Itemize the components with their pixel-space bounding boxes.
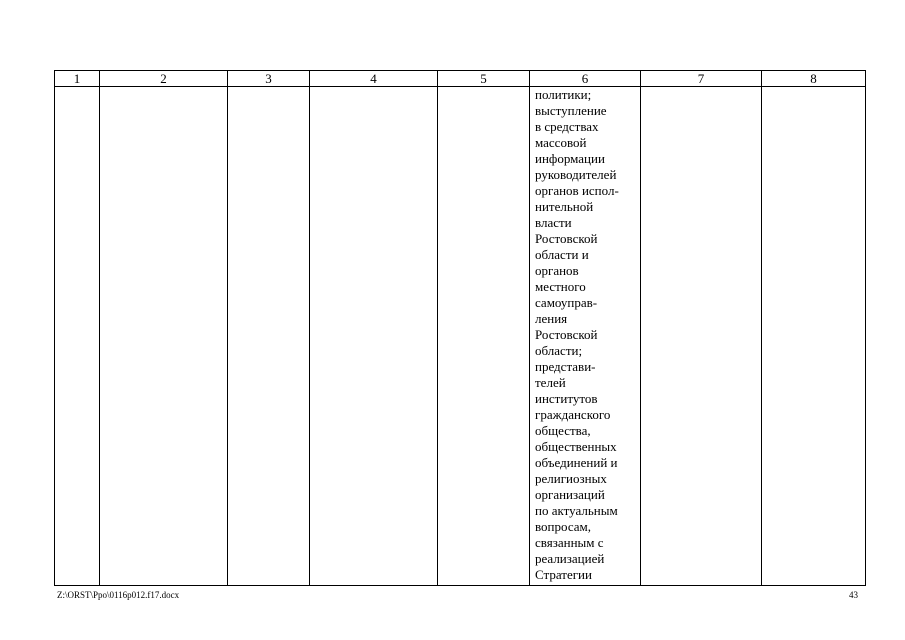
table-row xyxy=(55,87,866,586)
text-line: связанным с xyxy=(535,535,604,550)
text-line: выступление xyxy=(535,103,607,118)
cell-col-2 xyxy=(100,87,228,586)
text-line: местного xyxy=(535,279,586,294)
cell-col-8 xyxy=(762,87,866,586)
page-number: 43 xyxy=(849,590,858,600)
text-line: гражданского xyxy=(535,407,611,422)
text-line: организаций xyxy=(535,487,605,502)
text-line: области; xyxy=(535,343,583,358)
cell-col-7 xyxy=(641,87,762,586)
column-header-2: 2 xyxy=(100,71,228,87)
text-line: реализацией xyxy=(535,551,605,566)
cell-col-4 xyxy=(310,87,438,586)
text-line: Ростовской xyxy=(535,231,598,246)
text-line: представи- xyxy=(535,359,596,374)
text-line: области и xyxy=(535,247,589,262)
column-header-8: 8 xyxy=(762,71,866,87)
text-line: информации xyxy=(535,151,605,166)
column-header-6: 6 xyxy=(530,71,641,87)
text-line: Стратегии xyxy=(535,567,592,582)
text-line: нительной xyxy=(535,199,594,214)
footer-file-path: Z:\ORST\Ppo\0116p012.f17.docx xyxy=(57,590,180,600)
text-line: органов испол- xyxy=(535,183,619,198)
text-line: вопросам, xyxy=(535,519,592,534)
text-line: Ростовской xyxy=(535,327,598,342)
column-header-7: 7 xyxy=(641,71,762,87)
text-line: институтов xyxy=(535,391,598,406)
column-header-5: 5 xyxy=(438,71,530,87)
text-line: по актуальным xyxy=(535,503,618,518)
text-line: ления xyxy=(535,311,568,326)
text-line: объединений и xyxy=(535,455,618,470)
text-line: руководителей xyxy=(535,167,617,182)
cell-col-6 xyxy=(530,87,641,586)
column-header-3: 3 xyxy=(228,71,310,87)
cell-col-3 xyxy=(228,87,310,586)
text-line: общественных xyxy=(535,439,617,454)
document-table xyxy=(54,70,866,586)
text-line: политики; xyxy=(535,87,592,102)
text-line: органов xyxy=(535,263,579,278)
cell-col-6-text xyxy=(530,87,640,583)
text-line: общества, xyxy=(535,423,591,438)
column-header-4: 4 xyxy=(310,71,438,87)
text-line: религиозных xyxy=(535,471,607,486)
text-line: самоуправ- xyxy=(535,295,598,310)
text-line: массовой xyxy=(535,135,587,150)
cell-col-1 xyxy=(55,87,100,586)
cell-col-5 xyxy=(438,87,530,586)
text-line: власти xyxy=(535,215,572,230)
text-line: телей xyxy=(535,375,566,390)
column-header-1: 1 xyxy=(55,71,100,87)
header-row xyxy=(55,71,866,87)
text-line: в средствах xyxy=(535,119,599,134)
